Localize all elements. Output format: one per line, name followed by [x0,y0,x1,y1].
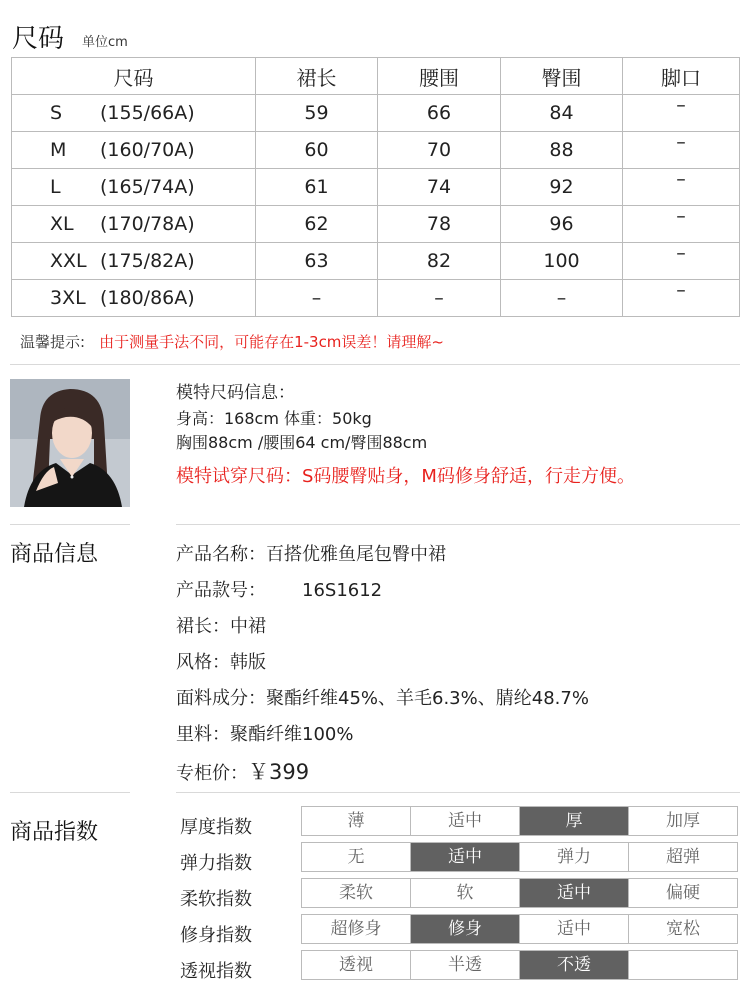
divider [176,792,740,793]
divider [10,524,130,525]
hem-cell: – [676,279,686,301]
size-code: XXL [50,250,87,272]
size-spec: (180/86A) [100,287,195,309]
model-height-weight: 身高：168cm 体重：50kg [176,409,372,428]
fit-index [301,914,738,944]
index-option: 偏硬 [628,879,737,907]
size-spec: (165/74A) [100,176,195,198]
price-value: ￥399 [248,760,310,784]
index-label: 透视指数 [180,961,252,982]
index-option: 软 [410,879,519,907]
waist-cell: 78 [378,206,501,243]
size-spec: (155/66A) [100,102,195,124]
model-photo [10,379,130,507]
size-spec: (170/78A) [100,213,195,235]
hem-cell: – [676,168,686,190]
product-info-title: 商品信息 [10,542,99,567]
transparency-index [301,950,738,980]
index-option-selected: 不透 [519,951,628,979]
table-header-row [12,58,740,95]
index-option: 适中 [519,915,628,943]
table-row [12,95,740,132]
waist-cell: 66 [378,95,501,132]
length-cell: 63 [256,243,378,280]
sku-label: 产品款号： [176,580,266,601]
divider [10,364,740,365]
table-row [12,132,740,169]
hem-cell: – [676,242,686,264]
header-length: 裙长 [256,58,378,95]
product-sku-row [176,576,382,602]
product-index-title: 商品指数 [10,820,99,845]
index-label: 柔软指数 [180,889,252,910]
product-length: 裙长：中裙 [176,616,266,637]
tip-text: 由于测量手法不同，可能存在1-3cm误差！请理解~ [99,333,444,351]
hip-cell: 100 [501,243,623,280]
waist-cell: 74 [378,169,501,206]
price-label: 专柜价： [176,763,248,784]
index-label: 修身指数 [180,925,252,946]
unit-label: 单位cm [82,35,128,50]
header-size: 尺码 [12,58,256,95]
hip-cell: 84 [501,95,623,132]
size-code: L [50,176,61,198]
table-row [12,169,740,206]
index-option: 超弹 [628,843,737,871]
hem-cell: – [676,94,686,116]
index-option: 半透 [410,951,519,979]
table-row [12,280,740,317]
table-row [12,243,740,280]
thickness-index [301,806,738,836]
length-cell: 61 [256,169,378,206]
divider [176,524,740,525]
waist-cell: – [378,280,501,317]
elasticity-index [301,842,738,872]
product-price-row [176,756,309,786]
softness-index [301,878,738,908]
index-option: 薄 [347,811,365,831]
index-option: 弹力 [519,843,628,871]
header-waist: 腰围 [378,58,501,95]
size-code: XL [50,213,74,235]
hip-cell: 88 [501,132,623,169]
length-cell: 62 [256,206,378,243]
sku-value: 16S1612 [302,580,383,601]
hip-cell: – [501,280,623,317]
index-option: 超修身 [330,919,382,939]
index-option-selected: 适中 [410,843,519,871]
header-hip: 臀围 [501,58,623,95]
index-option: 加厚 [628,807,737,835]
size-spec: (175/82A) [100,250,195,272]
model-fit-note: 模特试穿尺码：S码腰臀贴身，M码修身舒适，行走方便。 [176,466,635,487]
index-option: 透视 [339,955,373,975]
product-name: 产品名称：百搭优雅鱼尾包臀中裙 [176,544,446,565]
index-option-selected: 厚 [519,807,628,835]
hip-cell: 92 [501,169,623,206]
product-style: 风格：韩版 [176,652,266,673]
product-fabric: 面料成分：聚酯纤维45%、羊毛6.3%、腈纶48.7% [176,688,589,709]
length-cell: 60 [256,132,378,169]
size-code: 3XL [50,287,86,309]
table-row [12,206,740,243]
size-spec: (160/70A) [100,139,195,161]
size-code: S [50,102,63,124]
index-option-selected: 适中 [519,879,628,907]
header-hem: 脚口 [623,58,740,95]
tip-label: 温馨提示: [20,333,86,351]
hem-cell: – [676,205,686,227]
index-option: 宽松 [628,915,737,943]
page-title: 尺码 [12,24,65,54]
index-option [628,951,737,979]
product-lining: 里料：聚酯纤维100% [176,724,354,745]
length-cell: 59 [256,95,378,132]
measurement-tip [20,331,444,352]
divider [10,792,130,793]
index-option: 适中 [410,807,519,835]
waist-cell: 82 [378,243,501,280]
index-option: 柔软 [339,883,373,903]
size-code: M [50,139,67,161]
index-label: 弹力指数 [180,853,252,874]
index-option: 无 [347,847,365,867]
size-table [11,57,740,317]
waist-cell: 70 [378,132,501,169]
hip-cell: 96 [501,206,623,243]
model-measurements: 胸围88cm /腰围64 cm/臀围88cm [176,433,428,452]
length-cell: – [256,280,378,317]
model-title: 模特尺码信息： [176,383,295,403]
index-option-selected: 修身 [410,915,519,943]
hem-cell: – [676,131,686,153]
index-label: 厚度指数 [180,817,252,838]
